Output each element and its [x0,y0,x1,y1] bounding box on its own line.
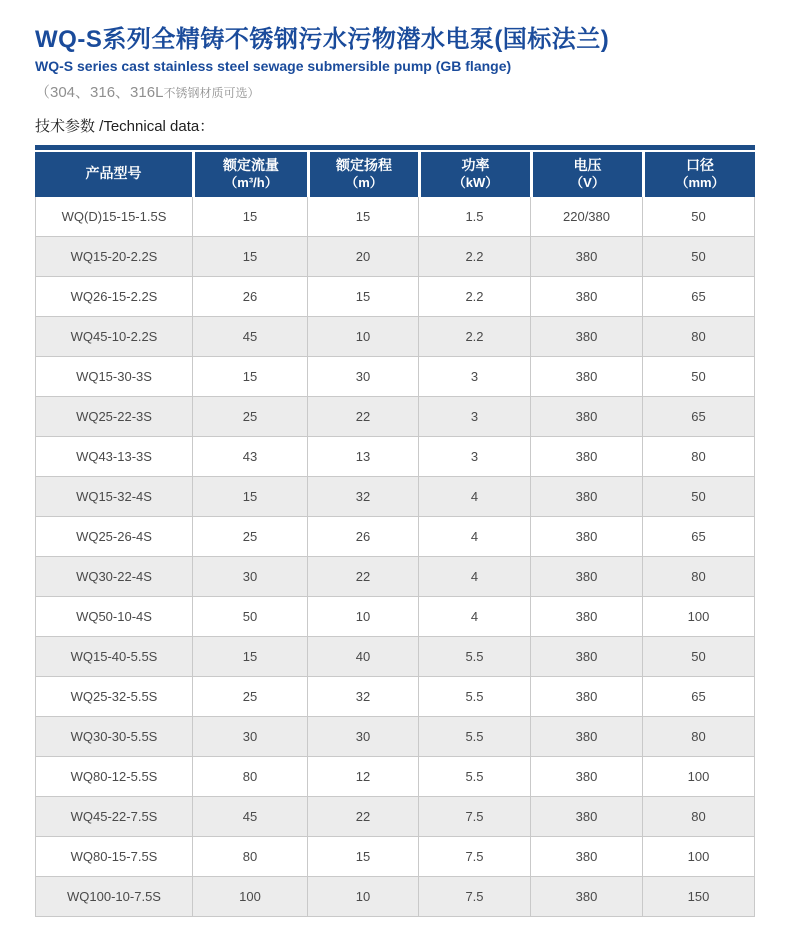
cell-power: 1.5 [418,197,530,236]
cell-power: 4 [418,477,530,516]
table-row [36,477,754,517]
cell-model: WQ25-26-4S [76,528,152,544]
column-header-diameter [642,152,755,197]
cell-power: 5.5 [418,637,530,676]
column-unit: （m³/h） [224,174,278,190]
cell-diameter: 80 [642,717,754,756]
cell-diameter: 50 [642,477,754,516]
cell-voltage: 380 [530,597,642,636]
column-label: 额定流量 [223,157,279,174]
column-label: 口径 [686,157,714,174]
column-header-power [418,152,530,197]
column-label: 额定扬程 [336,157,392,174]
cell-head: 32 [307,677,418,716]
cell-model: WQ15-40-5.5S [70,648,158,664]
cell-voltage: 380 [530,277,642,316]
cell-power: 7.5 [418,877,530,916]
cell-model: WQ15-30-3S [76,368,152,384]
cell-power: 3 [418,397,530,436]
technical-data-label: 技术参数 /Technical data： [35,117,215,135]
cell-diameter: 65 [642,277,754,316]
table-row [36,717,754,757]
table-top-accent-bar [35,145,755,150]
cell-flow: 43 [192,437,307,476]
cell-voltage: 380 [530,557,642,596]
column-label: 产品型号 [85,165,142,182]
cell-flow: 30 [192,557,307,596]
table-row [36,277,754,317]
cell-flow: 25 [192,397,307,436]
cell-diameter: 80 [642,317,754,356]
table-row [36,877,754,917]
table-row [36,797,754,837]
cell-voltage: 380 [530,237,642,276]
table-header-row [35,152,755,197]
table-row [36,397,754,437]
cell-voltage: 380 [530,717,642,756]
cell-voltage: 380 [530,437,642,476]
cell-diameter: 80 [642,437,754,476]
cell-flow: 15 [192,637,307,676]
cell-voltage: 380 [530,797,642,836]
table-row [36,637,754,677]
column-label: 电压 [573,157,602,174]
cell-voltage: 380 [530,477,642,516]
page-title: WQ-S系列全精铸不锈钢污水污物潜水电泵(国标法兰) [35,26,610,53]
table-row [36,237,754,277]
cell-voltage: 380 [530,317,642,356]
column-header-head [307,152,418,197]
table-row [36,517,754,557]
column-header-flow [192,152,307,197]
cell-diameter: 80 [642,557,754,596]
cell-head: 40 [307,637,418,676]
cell-power: 7.5 [418,797,530,836]
cell-voltage: 380 [530,357,642,396]
cell-power: 4 [418,597,530,636]
table-body [35,197,755,917]
cell-flow: 25 [192,517,307,556]
cell-voltage: 380 [530,397,642,436]
cell-model: WQ43-13-3S [76,448,152,464]
cell-head: 22 [307,797,418,836]
table-row [36,437,754,477]
cell-voltage: 380 [530,637,642,676]
cell-head: 30 [307,357,418,396]
page-subtitle: WQ-S series cast stainless steel sewage submersible pump (GB flange) [35,57,512,74]
cell-power: 2.2 [418,237,530,276]
cell-voltage: 380 [530,517,642,556]
material-note-text: 不锈钢材质可选） [163,86,260,101]
cell-model: WQ45-10-2.2S [70,328,158,344]
cell-flow: 50 [192,597,307,636]
cell-flow: 26 [192,277,307,316]
cell-power: 5.5 [418,717,530,756]
cell-diameter: 50 [642,357,754,396]
cell-voltage: 380 [530,757,642,796]
cell-model: WQ26-15-2.2S [70,288,158,304]
cell-diameter: 50 [642,637,754,676]
cell-flow: 30 [192,717,307,756]
column-unit: （m） [345,174,383,190]
cell-flow: 15 [192,357,307,396]
cell-model: WQ30-30-5.5S [70,728,158,744]
cell-diameter: 50 [642,197,754,236]
cell-diameter: 65 [642,397,754,436]
cell-model: WQ45-22-7.5S [70,808,158,824]
cell-model: WQ15-32-4S [76,488,152,504]
cell-model: WQ25-22-3S [76,408,152,424]
cell-head: 30 [307,717,418,756]
cell-flow: 15 [192,197,307,236]
table-row [36,317,754,357]
column-header-model [35,152,192,197]
cell-voltage: 220/380 [530,197,642,236]
cell-flow: 80 [192,757,307,796]
table-row [36,197,754,237]
cell-head: 13 [307,437,418,476]
cell-power: 2.2 [418,317,530,356]
cell-power: 5.5 [418,677,530,716]
cell-model: WQ30-22-4S [76,568,152,584]
cell-power: 2.2 [418,277,530,316]
cell-head: 10 [307,597,418,636]
material-note-numbers: （304、316、316L [35,84,164,102]
cell-diameter: 100 [642,757,754,796]
cell-diameter: 100 [642,597,754,636]
cell-head: 15 [307,837,418,876]
cell-power: 7.5 [418,837,530,876]
cell-power: 3 [418,437,530,476]
cell-head: 22 [307,397,418,436]
table-row [36,837,754,877]
cell-flow: 45 [192,317,307,356]
table-row [36,597,754,637]
cell-diameter: 65 [642,517,754,556]
cell-flow: 25 [192,677,307,716]
cell-model: WQ100-10-7.5S [67,888,161,904]
cell-diameter: 50 [642,237,754,276]
cell-diameter: 65 [642,677,754,716]
cell-diameter: 80 [642,797,754,836]
cell-model: WQ25-32-5.5S [70,688,158,704]
cell-voltage: 380 [530,877,642,916]
cell-flow: 80 [192,837,307,876]
cell-head: 15 [307,197,418,236]
cell-power: 5.5 [418,757,530,796]
cell-flow: 100 [192,877,307,916]
column-label: 功率 [461,157,490,174]
cell-flow: 15 [192,237,307,276]
cell-model: WQ15-20-2.2S [70,248,158,264]
column-header-voltage [530,152,642,197]
cell-power: 4 [418,517,530,556]
column-unit: （kW） [452,174,499,190]
cell-voltage: 380 [530,837,642,876]
spec-table [35,145,755,917]
cell-model: WQ80-12-5.5S [70,768,158,784]
material-note [35,83,755,102]
cell-model: WQ(D)15-15-1.5S [61,208,167,224]
cell-power: 3 [418,357,530,396]
column-unit: （mm） [675,174,725,190]
cell-diameter: 150 [642,877,754,916]
cell-model: WQ80-15-7.5S [70,848,158,864]
cell-diameter: 100 [642,837,754,876]
table-row [36,757,754,797]
cell-power: 4 [418,557,530,596]
cell-flow: 45 [192,797,307,836]
cell-head: 10 [307,317,418,356]
cell-model: WQ50-10-4S [76,608,152,624]
cell-head: 26 [307,517,418,556]
cell-head: 15 [307,277,418,316]
cell-head: 32 [307,477,418,516]
cell-voltage: 380 [530,677,642,716]
cell-flow: 15 [192,477,307,516]
table-row [36,677,754,717]
cell-head: 20 [307,237,418,276]
column-unit: （V） [570,174,605,190]
cell-head: 12 [307,757,418,796]
cell-head: 10 [307,877,418,916]
cell-head: 22 [307,557,418,596]
table-row [36,357,754,397]
table-row [36,557,754,597]
